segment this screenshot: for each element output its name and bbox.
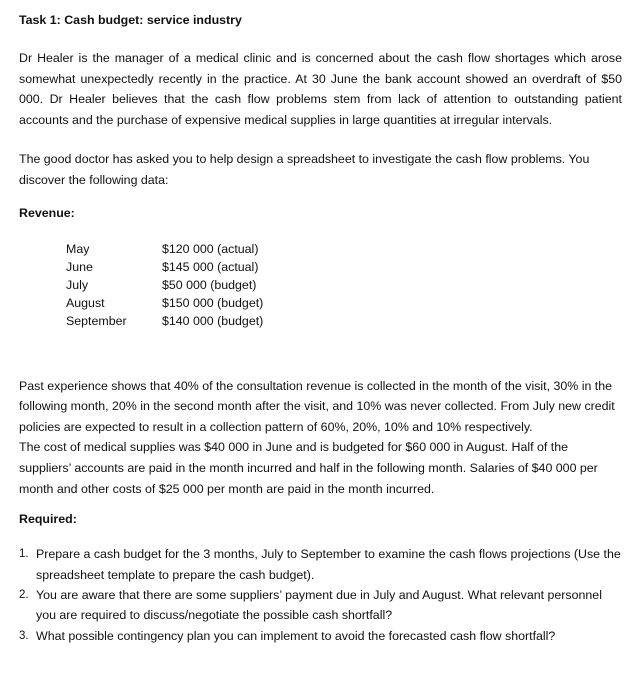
request-paragraph: The good doctor has asked you to help design a spreadsheet to investigate the cash flow problems. You discover the following data:	[19, 152, 590, 187]
revenue-row	[66, 294, 263, 312]
revenue-amount: $140 000 (budget)	[162, 313, 264, 328]
revenue-row	[66, 258, 263, 276]
revenue-month: August	[66, 295, 105, 310]
list-item	[19, 544, 622, 585]
list-text: Prepare a cash budget for the 3 months, July to September to examine the cash flows projections (Use the spreadsheet template to prepare the cash budget).	[36, 547, 621, 582]
revenue-amount: $145 000 (actual)	[162, 259, 259, 274]
revenue-row	[66, 240, 263, 258]
list-item	[19, 626, 622, 646]
revenue-amount: $150 000 (budget)	[162, 295, 264, 310]
required-list	[19, 544, 622, 646]
costs-paragraph: The cost of medical supplies was $40 000 in June and is budgeted for $60 000 in August. Half of the suppliers’ accounts are paid in the month incurred and half in the following month. Salaries of $40 000 per month and other costs of $25 000 per month are paid in the month incurred.	[19, 440, 598, 496]
list-number: 2.	[19, 588, 29, 601]
revenue-heading: Revenue:	[19, 205, 75, 220]
revenue-month: May	[66, 241, 90, 256]
revenue-amount: $50 000 (budget)	[162, 277, 257, 292]
revenue-month: September	[66, 313, 127, 328]
list-text: You are aware that there are some suppliers’ payment due in July and August. What relevant personnel you are required to discuss/negotiate the possible cash shortfall?	[36, 587, 602, 623]
intro-paragraph: Dr Healer is the manager of a medical clinic and is concerned about the cash flow shortages which arose somewhat unexpectedly recently in the practice. At 30 June the bank account showed an overdraft of $50 000. Dr Healer believes that the cash flow problems stem from lack of attention to outstanding patient accounts and the purchase of expensive medical supplies in large quantities at irregular intervals.	[19, 51, 622, 127]
revenue-table	[66, 240, 263, 330]
list-text: What possible contingency plan you can implement to avoid the forecasted cash flow shortfall?	[36, 628, 556, 643]
list-number: 3.	[19, 629, 29, 642]
list-number: 1.	[19, 548, 29, 561]
revenue-month: June	[66, 259, 93, 274]
task-title: Task 1: Cash budget: service industry	[19, 13, 242, 27]
revenue-row	[66, 276, 263, 294]
revenue-row	[66, 312, 263, 330]
revenue-month: July	[66, 277, 89, 292]
collection-paragraph: Past experience shows that 40% of the consultation revenue is collected in the month of the visit, 30% in the following month, 20% in the second month after the visit, and 10% was never collected. From July new credit policies are expected to result in a collection pattern of 60%, 20%, 10% and 10% respectively.	[19, 378, 615, 434]
required-heading: Required:	[19, 512, 77, 527]
revenue-amount: $120 000 (actual)	[162, 241, 259, 256]
list-item	[19, 585, 622, 626]
